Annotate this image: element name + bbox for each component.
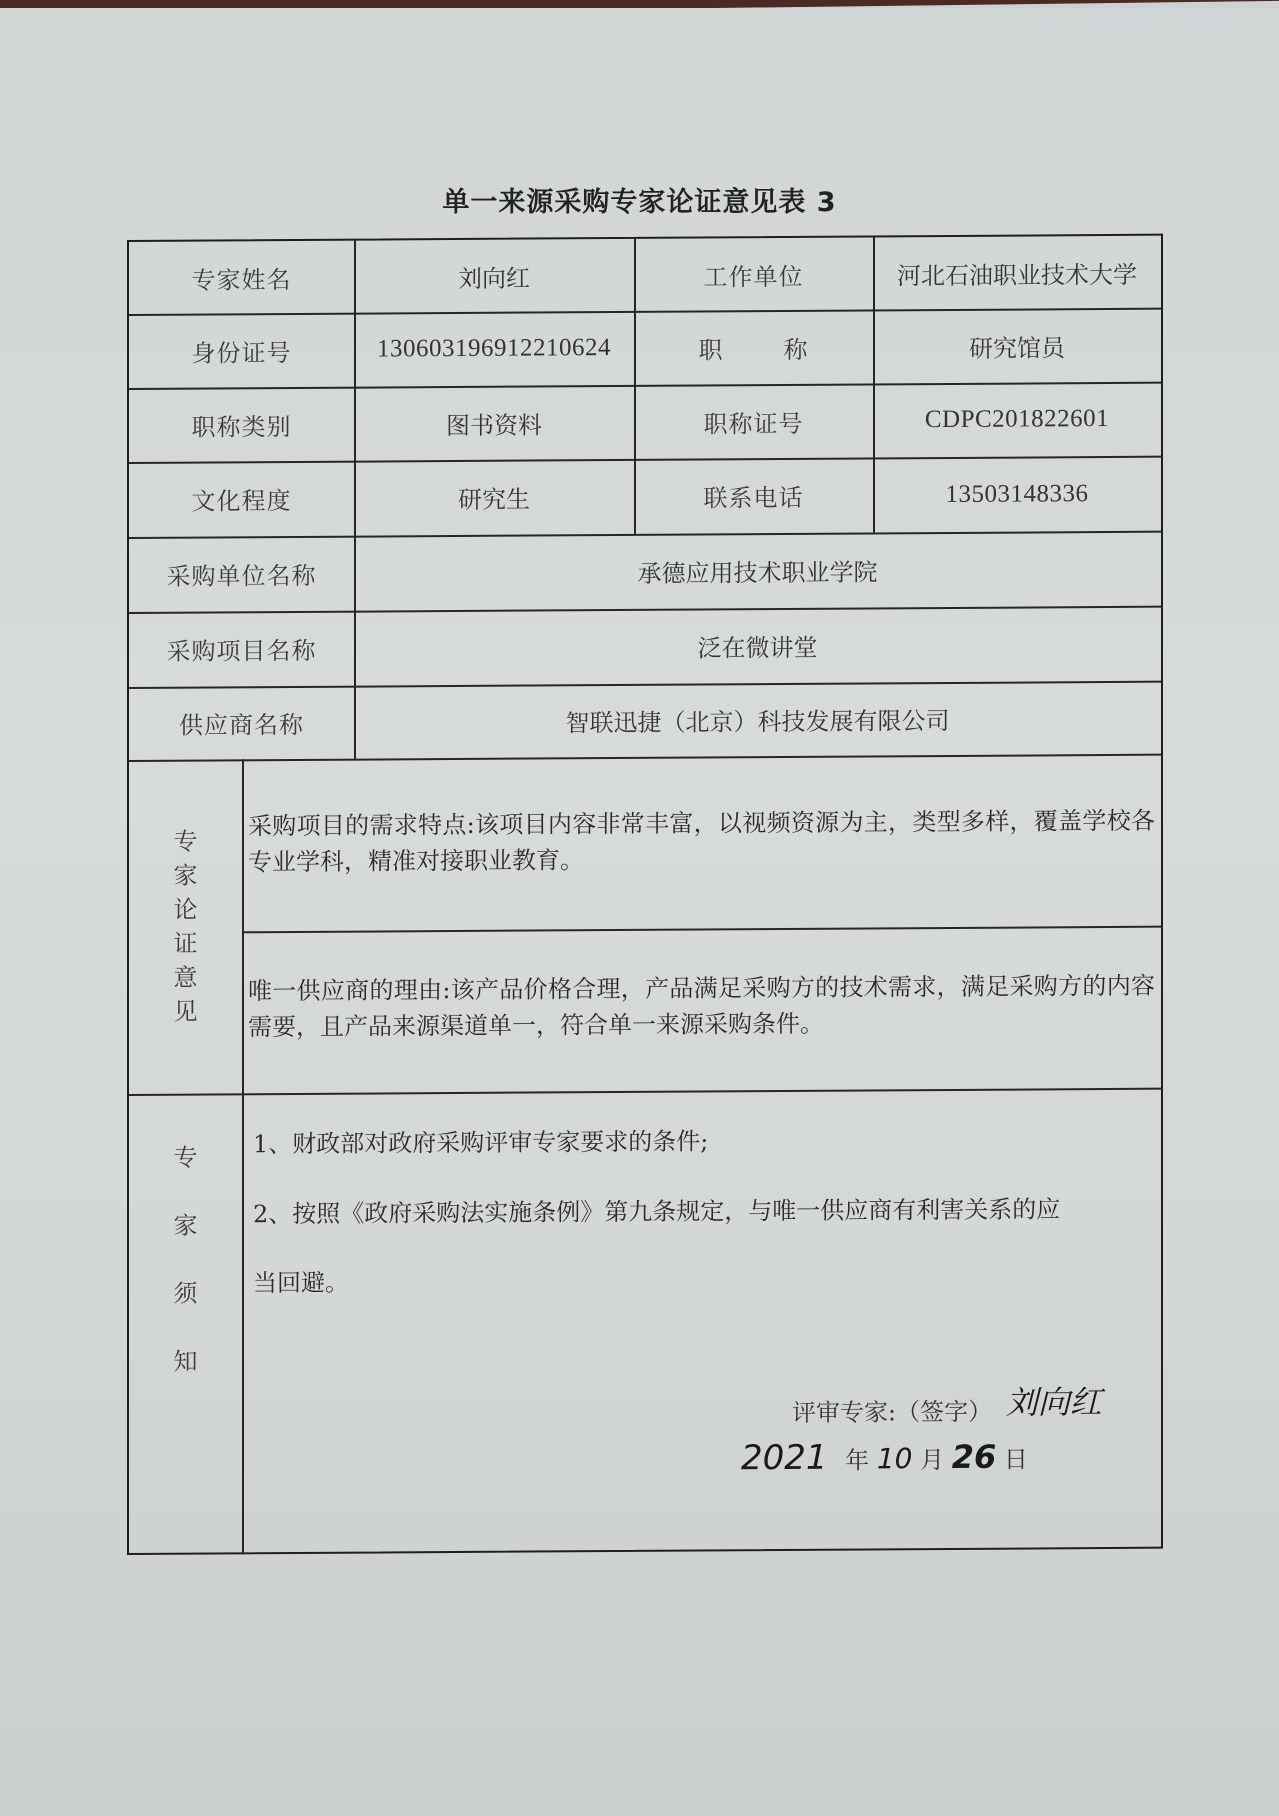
label-char: 专 <box>173 827 198 856</box>
project-value: 泛在微讲堂 <box>697 633 818 663</box>
notice-item-2-continued: 当回避。 <box>253 1268 349 1298</box>
title-category-value: 图书资料 <box>446 410 542 440</box>
phone-value: 13503148336 <box>945 479 1089 508</box>
title-cert-value: CDPC201822601 <box>924 405 1110 434</box>
expert-notice-section-label <box>129 1093 242 1384</box>
sole-supplier-reason-text: 唯一供应商的理由:该产品价格合理，产品满足采购方的技术需求，满足采购方的内容需要，且产品来源渠道单一，符合单一来源采购条件。 <box>248 971 1155 1042</box>
date-month: 10 <box>876 1442 913 1476</box>
id-number-label: 身份证号 <box>191 338 292 368</box>
demand-characteristics-text: 采购项目的需求特点:该项目内容非常丰富，以视频资源为主，类型多样，覆盖学校各专业学科，精准对接职业教育。 <box>248 806 1155 877</box>
signature-date <box>741 1436 1028 1478</box>
date-year-unit: 年 <box>845 1446 870 1475</box>
expert-name-value: 刘向红 <box>458 264 530 293</box>
notice-item-2: 2、按照《政府采购法实施条例》第九条规定，与唯一供应商有利害关系的应 <box>253 1195 1061 1229</box>
row-divider <box>129 1088 1161 1096</box>
title-category-label: 职称类别 <box>191 412 292 442</box>
id-number-value: 130603196912210624 <box>377 334 611 363</box>
title-label-char: 称 <box>783 335 809 364</box>
phone-label: 联系电话 <box>703 483 804 513</box>
label-char: 见 <box>173 997 198 1026</box>
label-char: 知 <box>173 1347 198 1376</box>
purchaser-value: 承德应用技术职业学院 <box>637 558 878 588</box>
date-month-unit: 月 <box>920 1446 945 1475</box>
expert-opinion-section-label <box>129 759 242 1094</box>
title-label-char: 职 <box>698 335 724 365</box>
row-divider <box>242 926 1161 933</box>
label-char: 专 <box>173 1143 198 1172</box>
date-day: 26 <box>951 1437 997 1476</box>
signature-label: 评审专家:（签字） <box>792 1397 993 1427</box>
title-cert-label: 职称证号 <box>703 409 804 438</box>
education-label: 文化程度 <box>191 486 292 516</box>
label-char: 家 <box>173 861 198 890</box>
work-unit-label: 工作单位 <box>703 262 804 291</box>
supplier-value: 智联迅捷（北京）科技发展有限公司 <box>565 706 950 738</box>
label-char: 证 <box>173 929 198 958</box>
notice-item-1: 1、财政部对政府采购评审专家要求的条件; <box>253 1127 709 1159</box>
project-label: 采购项目名称 <box>166 636 317 666</box>
label-char: 须 <box>173 1279 198 1308</box>
education-value: 研究生 <box>458 485 530 514</box>
handwritten-signature: 刘向红 <box>1005 1383 1102 1422</box>
label-char: 家 <box>173 1211 198 1240</box>
date-day-unit: 日 <box>1003 1445 1028 1474</box>
title-label <box>634 309 873 384</box>
purchaser-label: 采购单位名称 <box>166 561 317 591</box>
work-unit-value: 河北石油职业技术大学 <box>897 260 1137 290</box>
title-value: 研究馆员 <box>969 333 1065 363</box>
supplier-label: 供应商名称 <box>179 710 304 740</box>
signature-row <box>792 1383 1102 1431</box>
date-year: 2021 <box>741 1437 828 1479</box>
label-char: 意 <box>173 963 198 992</box>
expert-name-label: 专家姓名 <box>191 265 292 295</box>
expert-opinion-form <box>127 234 1163 1555</box>
document-title: 单一来源采购专家论证意见表 3 <box>442 187 837 218</box>
label-char: 论 <box>173 895 198 924</box>
